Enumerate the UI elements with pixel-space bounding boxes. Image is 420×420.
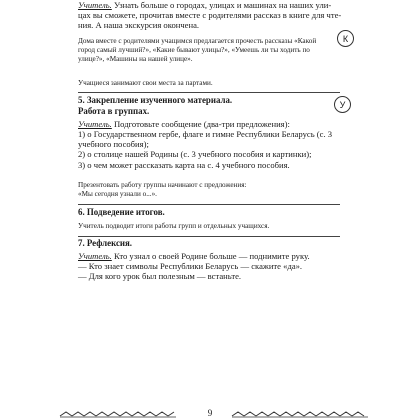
section-7-body <box>78 251 340 281</box>
page-number: 9 <box>207 408 213 418</box>
teacher-closing-paragraph <box>78 0 340 30</box>
line-text: Узнать больше о городах, улицах и машинах на наших ули- <box>111 0 332 10</box>
text-line: — Кто знает символы Республики Беларусь — скажите «да». <box>78 261 303 272</box>
list-item: 3) о чем может рассказать карта на с. 4 учебного пособия. <box>78 159 290 170</box>
section-divider <box>78 204 340 205</box>
text-line: город самый лучший?», «Какие бывают улицы?», «Умеешь ли ты ходить по <box>78 46 310 54</box>
badge-k-icon: К <box>337 30 354 47</box>
list-item: 1) о Государственном гербе, флаге и гимне Республики Беларусь (с. 3 <box>78 129 333 140</box>
section-5-body <box>78 119 340 170</box>
section-6-title: 6. Подведение итогов. <box>78 207 165 217</box>
line-text: Подготовьте сообщение (два-три предложения): <box>111 119 290 129</box>
text-line: цах вы сможете, прочитав вместе с родителями рассказ в книге для чте- <box>78 10 342 21</box>
text-line: Презентовать работу группы начинают с предложения: <box>78 181 247 189</box>
text-line: улице?», «Машины на нашей улице». <box>78 55 193 63</box>
badge-u-icon: У <box>334 96 351 113</box>
teacher-role-label: Учитель. <box>78 251 112 261</box>
text-line: Дома вместе с родителями учащимся предлагается прочесть рассказы «Какой <box>78 37 317 45</box>
section-divider <box>78 92 340 93</box>
text-line: ния. А наша экскурсия окончена. <box>78 20 200 31</box>
text-line: — Для кого урок был полезным — встаньте. <box>78 271 242 282</box>
list-item: учебного пособия); <box>78 139 149 150</box>
text-line <box>78 0 340 10</box>
text-line: «Мы сегодня узнали о...». <box>78 190 157 198</box>
line-text: Кто узнал о своей Родине больше — поднимите руку. <box>111 251 310 261</box>
section-5-title: 5. Закрепление изученного материала. <box>78 95 233 105</box>
section-divider <box>78 236 340 237</box>
text-line <box>78 251 340 261</box>
teacher-role-label: Учитель. <box>78 0 112 10</box>
section-7-title: 7. Рефлексия. <box>78 238 133 248</box>
text-line <box>78 119 340 129</box>
page-footer <box>0 404 420 420</box>
section-5-subtitle: Работа в группах. <box>78 106 150 116</box>
teacher-role-label: Учитель. <box>78 119 112 129</box>
presentation-note <box>78 181 340 199</box>
footer-ornament-right-icon <box>230 410 370 418</box>
seating-text: Учащиеся занимают свои места за партами. <box>78 79 213 87</box>
homework-paragraph <box>78 37 340 64</box>
section-6-text: Учитель подводит итоги работы групп и отдельных учащихся. <box>78 222 270 230</box>
list-item: 2) о столице нашей Родины (с. 3 учебного пособия и картинки); <box>78 149 312 160</box>
